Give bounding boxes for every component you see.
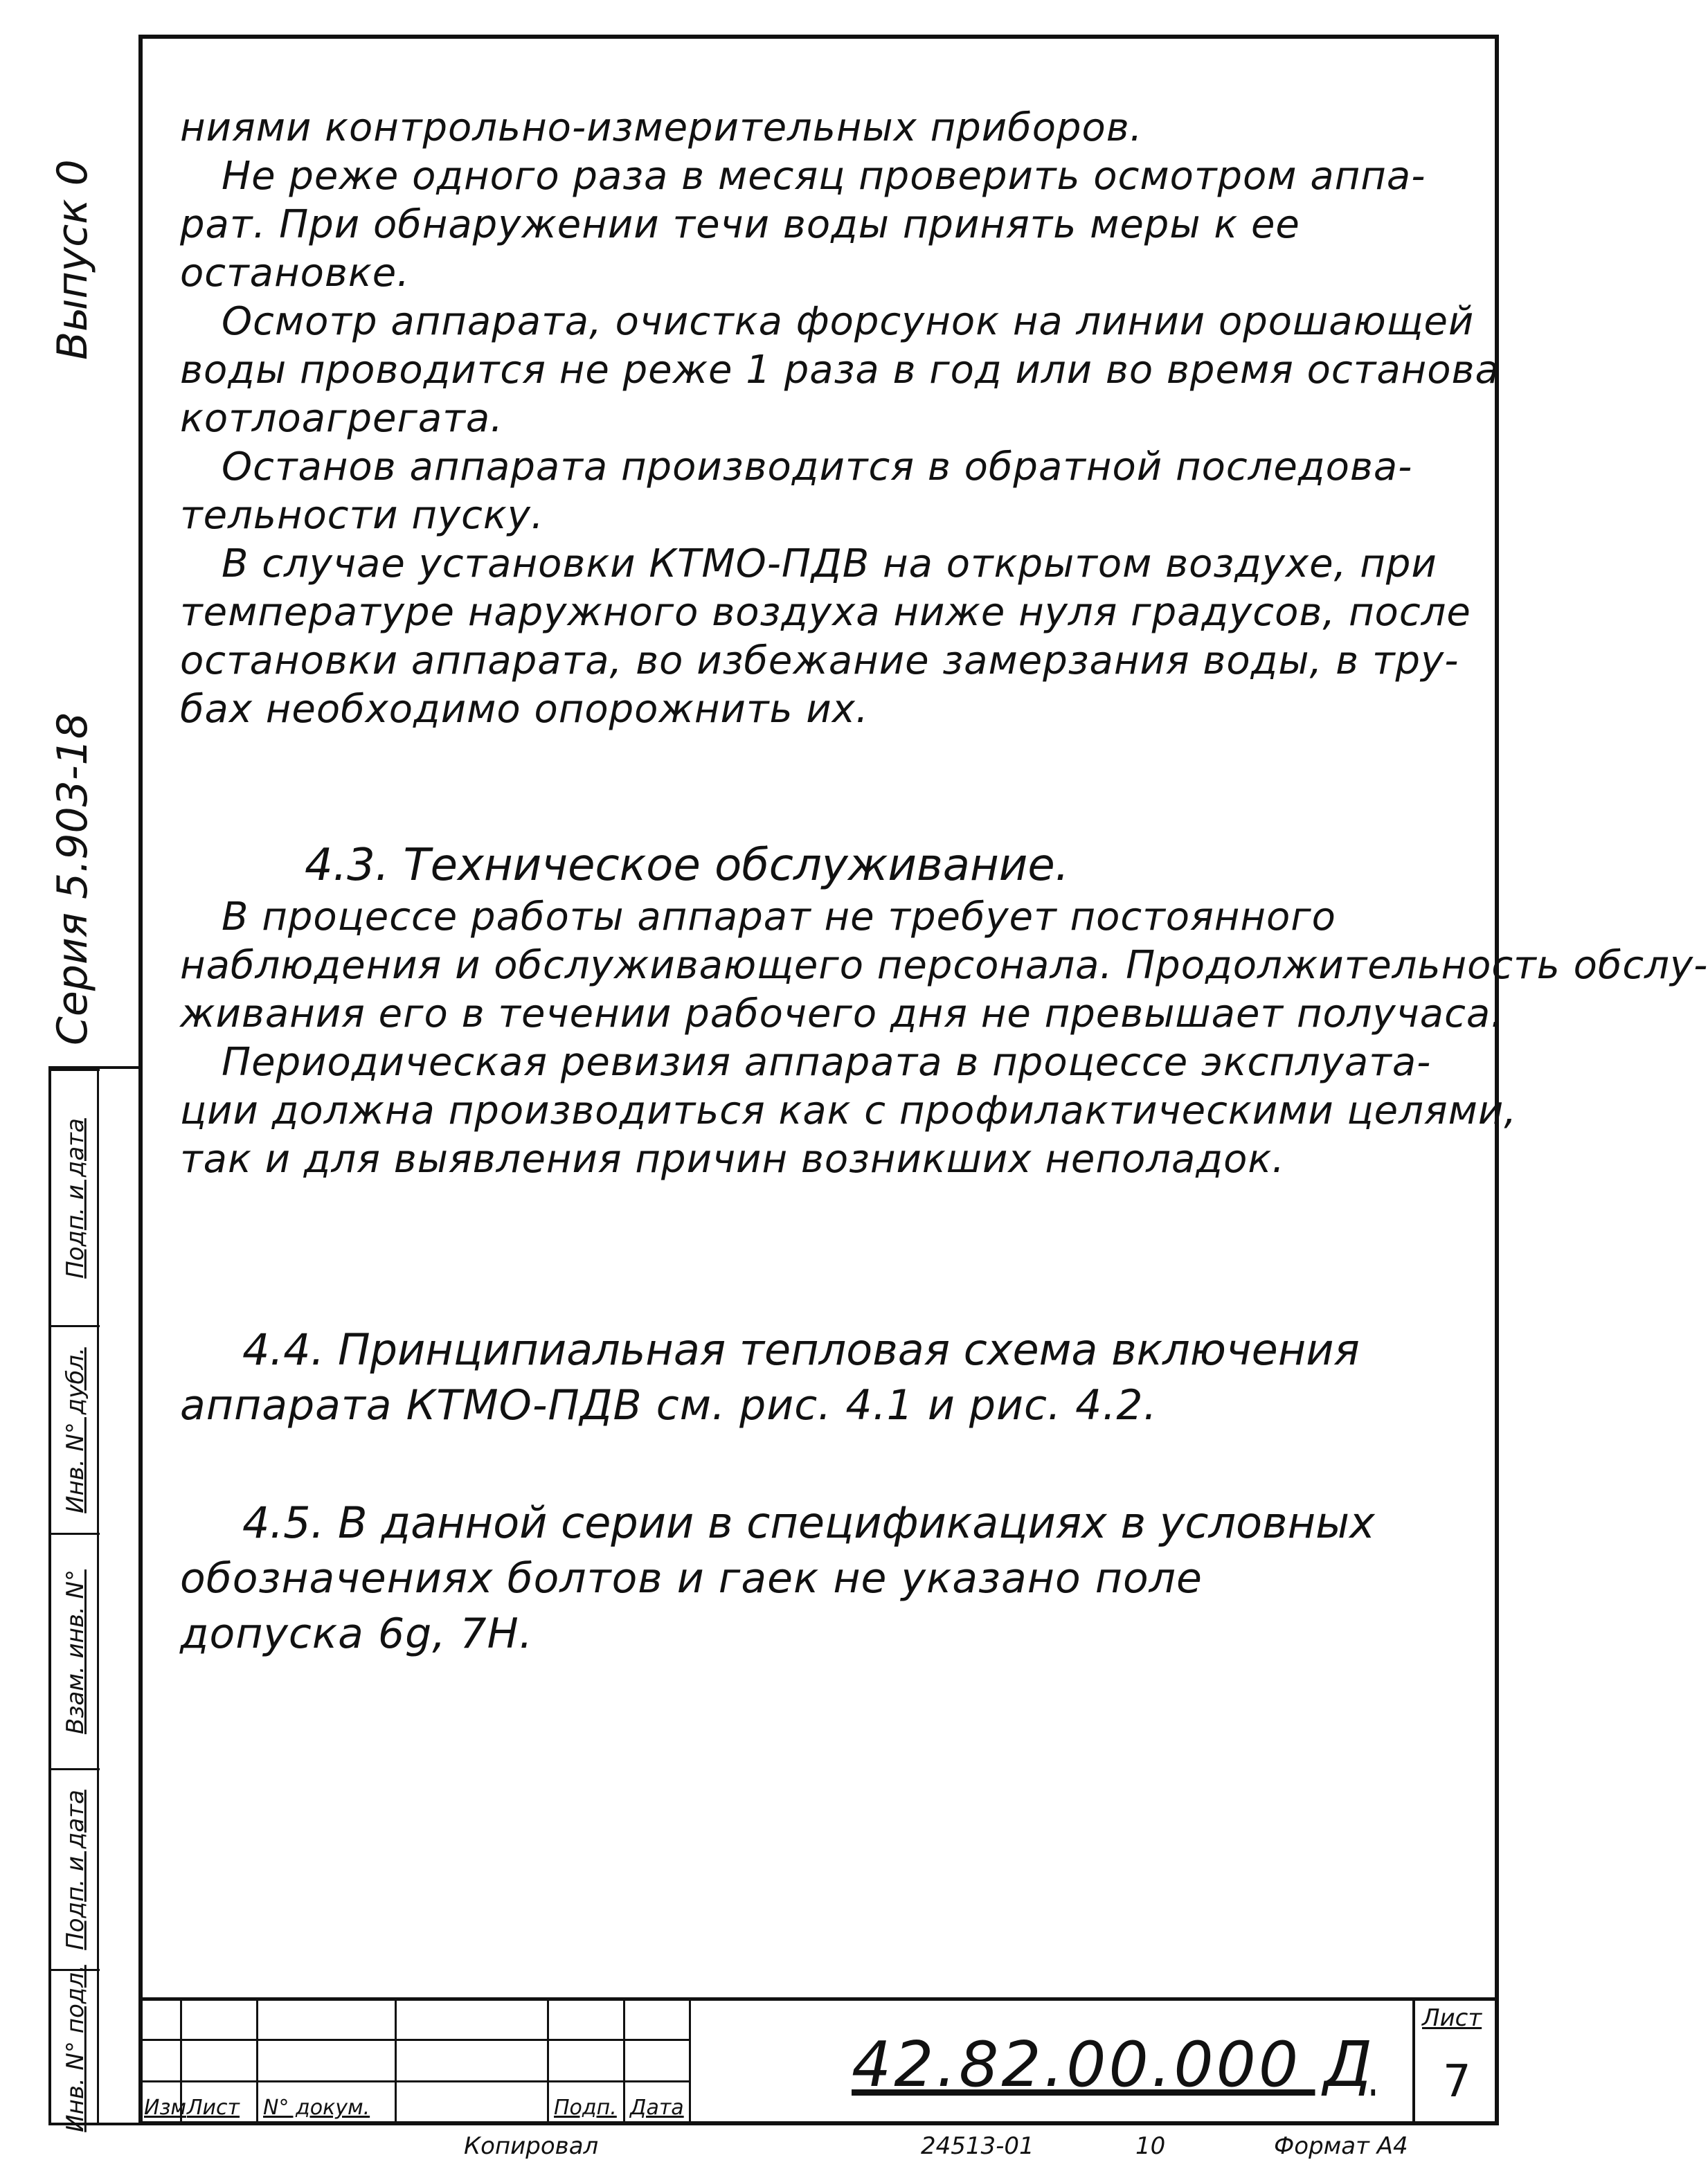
issue-label: Выпуск 0 [48, 159, 97, 360]
strip-cell-orig-inv: Инв. N° подл. [51, 1969, 100, 2125]
body-line: Не реже одного раза в месяц проверить осмотром аппа- [222, 154, 1426, 199]
section-heading-4-5: 4.5. В данной серии в спецификациях в условных [242, 1497, 1375, 1548]
strip-cell-sign-date-2: Подп. и дата [51, 1069, 100, 1325]
body-line: наблюдения и обслуживающего персонала. Продолжительность обслу- [180, 943, 1708, 988]
body-line: остановке. [180, 251, 410, 296]
body-line: Периодическая ревизия аппарата в процессе эксплуата- [222, 1040, 1432, 1085]
body-line: допуска 6g, 7H. [180, 1610, 533, 1658]
strip-cell-dup-inv: Инв. N° дубл. [51, 1325, 100, 1533]
body-line: Осмотр аппарата, очистка форсунок на линии орошающей [222, 299, 1475, 344]
col-docnum-label: N° докум. [263, 2096, 370, 2120]
document-number: 42.82.00.000 Д [852, 2028, 1376, 2101]
col-change-label: Изм [144, 2096, 187, 2120]
body-line: живания его в течении рабочего дня не превышает получаса. [180, 991, 1504, 1036]
body-line: воды проводится не реже 1 раза в год или во время останова [180, 348, 1500, 393]
body-line: температуре наружного воздуха ниже нуля градусов, после [180, 590, 1471, 635]
sheet-number: 7 [1443, 2056, 1471, 2107]
body-line: ции должна производиться как с профилактическими целями, [180, 1088, 1518, 1133]
sheet-box [1412, 1997, 1499, 2125]
body-line: так и для выявления причин возникших неполадок. [180, 1137, 1285, 1182]
body-line: Останов аппарата производится в обратной последова- [222, 444, 1413, 489]
body-line: тельности пуску. [180, 493, 544, 538]
body-line: В процессе работы аппарат не требует постоянного [222, 894, 1336, 939]
section-heading-4-3: 4.3. Техническое обслуживание. [305, 840, 1070, 891]
body-line: обозначениях болтов и гаек не указано поле [180, 1554, 1203, 1603]
body-line: В случае установки КТМО-ПДВ на открытом воздухе, при [222, 541, 1437, 586]
body-line: остановки аппарата, во избежание замерзания воды, в тру- [180, 638, 1459, 683]
body-line: ниями контрольно-измерительных приборов. [180, 105, 1143, 150]
body-line: рат. При обнаружении течи воды принять меры к ее [180, 202, 1300, 247]
col-date-label: Дата [630, 2096, 684, 2120]
footer-code: 24513-01 [921, 2132, 1034, 2160]
document-body [180, 104, 1708, 1662]
strip-cell-sign-date-1: Подп. и дата [51, 1768, 100, 1969]
body-line: котлоагрегата. [180, 396, 503, 441]
body-line: бах необходимо опорожнить их. [180, 687, 869, 732]
body-line: аппарата КТМО-ПДВ см. рис. 4.1 и рис. 4.2. [180, 1381, 1158, 1430]
footer-number: 10 [1135, 2132, 1166, 2160]
series-label: Серия 5.903-18 [48, 712, 97, 1045]
col-sheet-label: Лист [187, 2096, 240, 2120]
format-label: Формат А4 [1274, 2132, 1408, 2160]
strip-cell-replace-inv: Взам. инв. N° [51, 1533, 100, 1768]
col-sign-label: Подп. [554, 2096, 617, 2120]
left-stamp-strip [48, 1066, 138, 2132]
copied-label: Копировал [464, 2132, 599, 2160]
sheet-label: Лист [1422, 2004, 1482, 2032]
section-heading-4-4: 4.4. Принципиальная тепловая схема включения [242, 1324, 1360, 1375]
